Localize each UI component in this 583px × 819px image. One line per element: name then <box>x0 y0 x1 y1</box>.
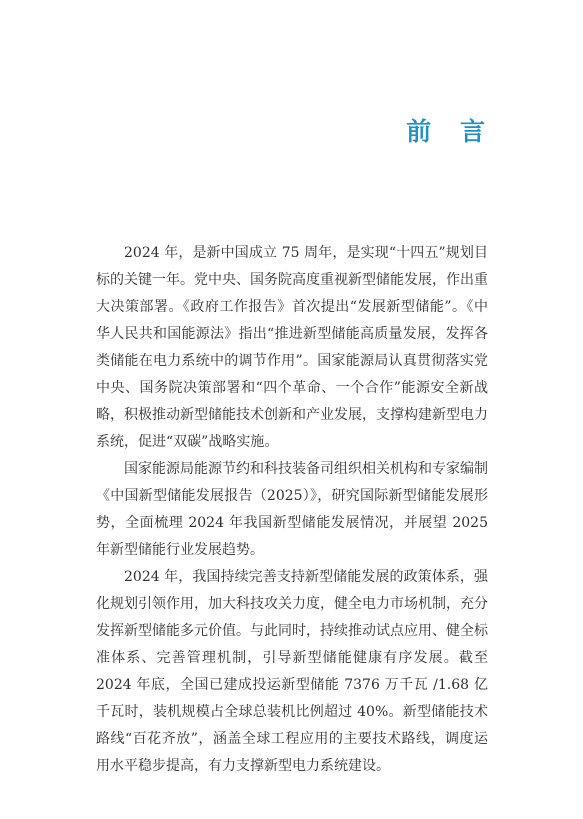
page-title: 前 言 <box>406 117 495 146</box>
preface-body <box>96 240 488 780</box>
paragraph-1: 2024 年，是新中国成立 75 周年，是实现“十四五”规划目标的关键一年。党中央、国务院高度重视新型储能发展，作出重大决策部署。《政府工作报告》首次提出“发展新型储能”。《中华人民共和国能源法》指出“推进新型储能高质量发展，发挥各类储能在电力系统中的调节作用”。国家能源局认真贯彻落实党中央、国务院决策部署和“四个革命、一个合作”能源安全新战略，积极推动新型储能技术创新和产业发展，支撑构建新型电力系统，促进“双碳”战略实施。 <box>96 245 488 450</box>
paragraph-3: 2024 年，我国持续完善支持新型储能发展的政策体系，强化规划引领作用，加大科技攻关力度，健全电力市场机制，充分发挥新型储能多元价值。与此同时，持续推动试点应用、健全标准体系、完善管理机制，引导新型储能健康有序发展。截至 2024 年底，全国已建成投运新型储能 7376 万千瓦 /1.68 亿千瓦时，装机规模占全球总装机比例超过 40%。新型储能技术路线“百花齐放”，涵盖全球工程应用的主要技术路线，调度运用水平稳步提高，有力支撑新型电力系统建设。 <box>96 569 488 774</box>
paragraph-2: 国家能源局能源节约和科技装备司组织相关机构和专家编制《中国新型储能发展报告（2025）》，研究国际新型储能发展形势，全面梳理 2024 年我国新型储能发展情况，并展望 2025 年新型储能行业发展趋势。 <box>96 461 488 558</box>
